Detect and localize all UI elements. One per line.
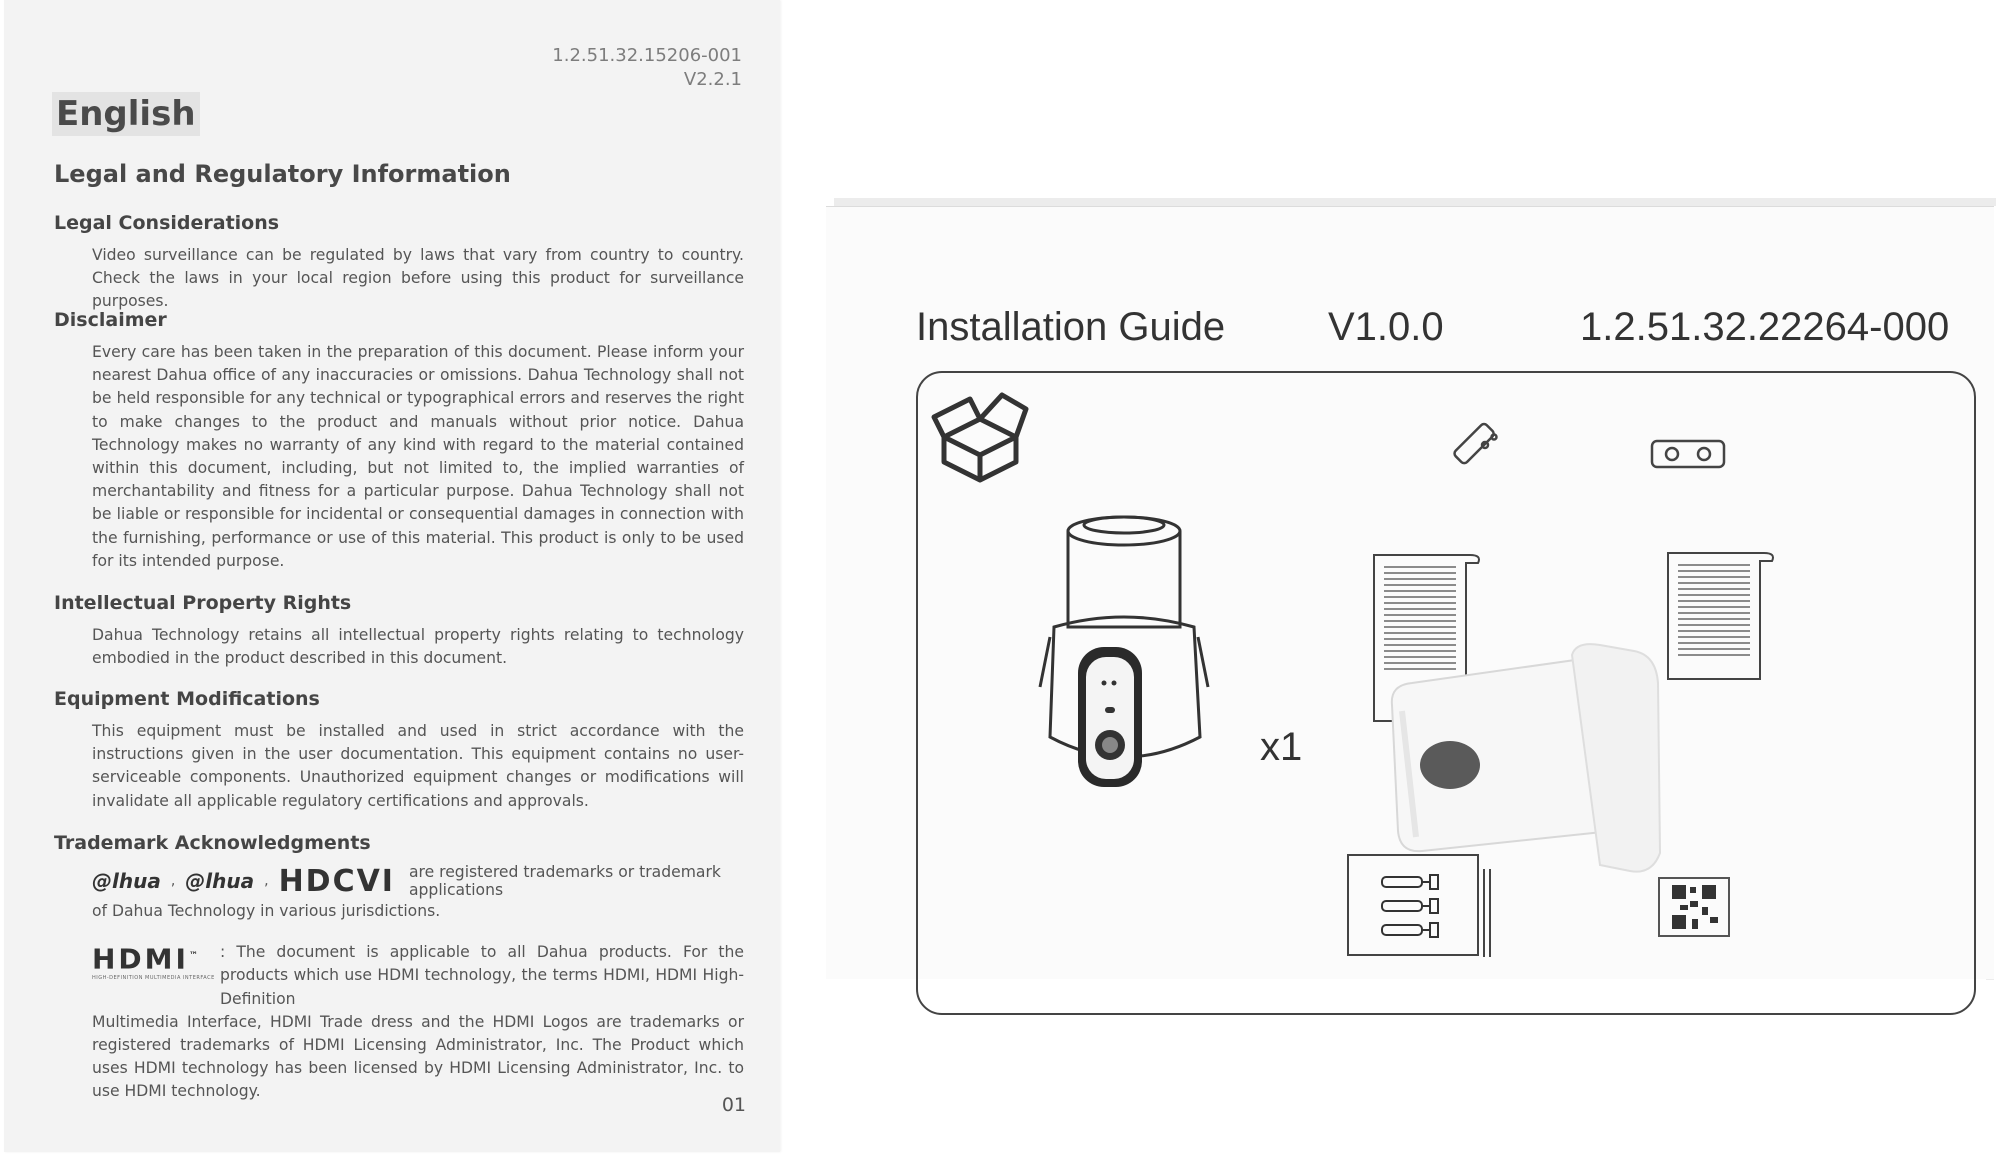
ptz-camera-illustration [1034,507,1214,807]
mounting-bit-icon [1454,415,1524,475]
section-trademark [54,832,744,1104]
section-heading: Intellectual Property Rights [54,592,352,614]
hdcvi-logo: HDCVI [278,863,395,899]
page-title: Legal and Regulatory Information [54,160,511,188]
leaflet-version: V2.2.1 [683,69,742,90]
page-number: 01 [721,1094,746,1116]
hdmi-logo [92,941,220,1011]
hdmi-tm-mark: ™ [188,951,201,962]
section-equipment-modifications [54,688,744,813]
guide-doc-id: 1.2.51.32.22264-000 [1580,305,1950,349]
separator: , [170,873,176,889]
package-box-icon [932,377,1032,487]
hdmi-notice [92,941,744,1011]
trademark-text: are registered trademarks or trademark applications [408,863,721,899]
section-body: This equipment must be installed and used in strict accordance with the instructions given in the user documentation. This equipment contains no user-serviceable components. Unauthorized equipment changes or modifications will invalidate all applicable regulatory certifications and approvals. [92,722,744,810]
hdmi-logo-text: HDMI [92,942,189,976]
camera-quantity: x1 [1260,725,1303,769]
section-intellectual-property [54,592,744,670]
section-legal-considerations [54,212,744,314]
section-heading: Legal Considerations [54,212,280,234]
leaflet-doc-id [552,44,742,92]
dahua-logo: @lhua [92,869,161,893]
separator: , [264,873,269,889]
section-heading: Trademark Acknowledgments [54,832,371,854]
legal-leaflet-icon [1664,549,1780,679]
language-heading: English [52,92,200,136]
legal-leaflet [4,0,780,1152]
qr-code-icon [1658,877,1730,937]
section-disclaimer [54,309,744,573]
bracket-side-tab [1560,639,1660,879]
leaflet-doc-number: 1.2.51.32.15206-001 [552,45,742,66]
section-body: Dahua Technology retains all intellectual property rights relating to technology embodied in the product described in this document. [92,626,744,668]
section-heading: Equipment Modifications [54,688,320,710]
section-heading: Disclaimer [54,309,167,331]
section-body: Every care has been taken in the preparation of this document. Please inform your nearest Dahua office of any inaccuracies or omissions. Dahua Technology shall not be held responsible for any technical or typographical errors and reserves the right to make changes to the product and manuals without prior notice. Dahua Technology makes no warranty of any kind with regard to the material contained within this document, including, but not limited to, the implied warranties of merchantability and fitness for a particular purpose. Dahua Technology shall not be liable or responsible for incidental or consequential damages in connection with the furnishing, performance or use of this material. This product is only to be used for its intended purpose. [92,343,744,570]
guide-title: Installation Guide [916,305,1226,349]
installation-guide-booklet [826,206,1994,979]
dahua-logo-alt: @lhua [185,869,255,893]
hdmi-text-rest: Multimedia Interface, HDMI Trade dress and the HDMI Logos are trademarks or registered trademarks of HDMI Licensing Administrator, Inc. The Product which uses HDMI technology has been licensed by HDMI Licensing Administrator, Inc. to use HDMI technology. [92,1012,744,1101]
trademark-text-continued: of Dahua Technology in various jurisdictions. [92,902,441,920]
bracket-icon [1648,435,1728,475]
booklet-page-edge [834,198,1996,206]
trademark-logos [92,864,744,898]
hdmi-text-first: : The document is applicable to all Dahua products. For the products which use HDMI technology, the terms HDMI, HDMI High-Definition [220,943,744,1008]
guide-version: V1.0.0 [1328,305,1444,349]
section-body: Video surveillance can be regulated by laws that vary from country to country. Check the laws in your local region before using this product for surveillance purposes. [92,246,744,311]
hdmi-tagline: HIGH-DEFINITION MULTIMEDIA INTERFACE [92,974,215,981]
